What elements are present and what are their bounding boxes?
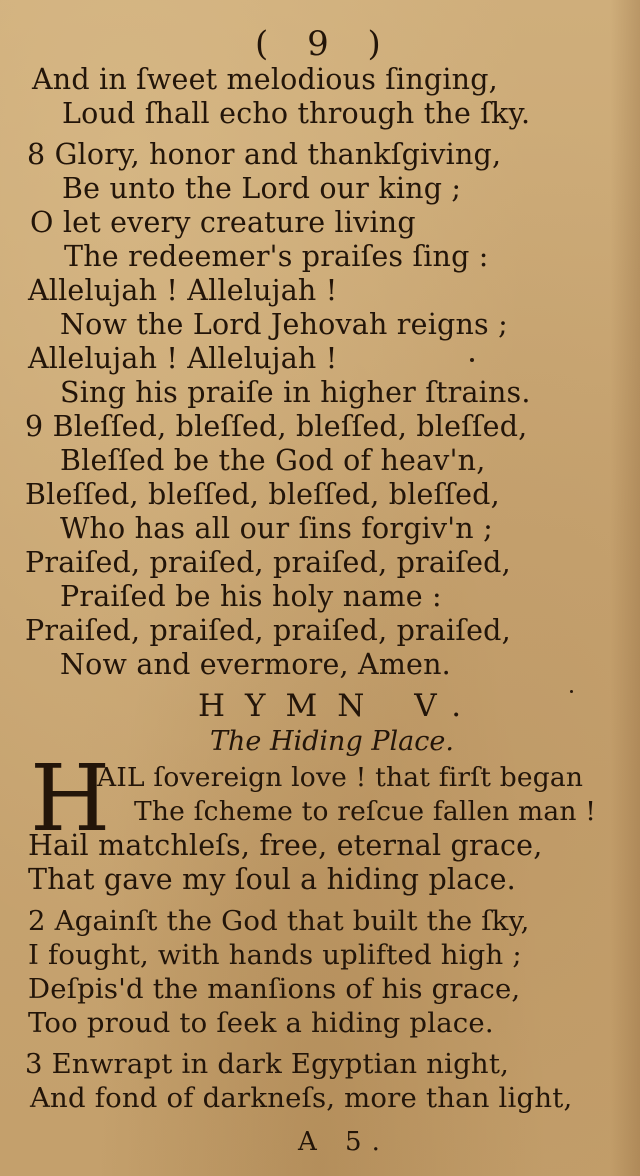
verse-line: 8 Glory, honor and thankſgiving, — [27, 138, 502, 171]
verse-line: And in ſweet melodious ſinging, — [32, 63, 498, 96]
verse-line: 3 Enwrapt in dark Egyptian night, — [25, 1048, 510, 1080]
verse-line: Allelujah ! Allelujah ! — [28, 274, 338, 307]
hymn-subtitle: The Hiding Place. — [210, 726, 454, 757]
verse-line: The ſcheme to reſcue fallen man ! — [134, 796, 597, 827]
verse-line: And fond of darkneſs, more than light, — [30, 1082, 573, 1114]
verse-line: Hail matchleſs, free, eternal grace, — [28, 829, 543, 862]
verse-line: 2 Againſt the God that built the ſky, — [28, 905, 530, 937]
verse-line: Too proud to ſeek a hiding place. — [28, 1007, 494, 1039]
verse-line: Who has all our ſins forgiv'n ; — [60, 512, 493, 545]
verse-line: Now and evermore, Amen. — [60, 648, 451, 681]
hymn-title: HYMN V. — [198, 688, 482, 724]
verse-line: Praiſed, praiſed, praiſed, praiſed, — [25, 546, 511, 579]
drop-cap: H — [30, 745, 111, 852]
verse-line: Sing his praiſe in higher ſtrains. — [60, 376, 531, 409]
verse-line: Deſpis'd the manſions of his grace, — [28, 973, 521, 1005]
verse-line: Bleſſed, bleſſed, bleſſed, bleſſed, — [25, 478, 500, 511]
verse-line: Praiſed, praiſed, praiſed, praiſed, — [25, 614, 511, 647]
verse-line: O let every creature living — [30, 206, 416, 239]
verse-line: AIL ſovereign love ! that firſt began — [97, 762, 584, 793]
verse-line: Loud ſhall echo through the ſky. — [62, 97, 531, 130]
verse-line: Praiſed be his holy name : — [60, 580, 442, 613]
signature-mark: A 5. — [298, 1127, 390, 1157]
verse-line: I fought, with hands uplifted high ; — [28, 939, 522, 971]
verse-line: That gave my ſoul a hiding place. — [28, 863, 516, 896]
verse-line: Bleſſed be the God of heav'n, — [60, 444, 486, 477]
verse-line: Now the Lord Jehovah reigns ; — [60, 308, 508, 341]
verse-line: 9 Bleſſed, bleſſed, bleſſed, bleſſed, — [25, 410, 528, 443]
verse-line: The redeemer's praiſes ſing : — [64, 240, 489, 273]
ink-speck — [570, 690, 573, 693]
verse-line: Be unto the Lord our king ; — [62, 172, 462, 205]
ink-speck — [470, 358, 474, 362]
page-number: ( 9 ) — [255, 24, 395, 64]
verse-line: Allelujah ! Allelujah ! — [28, 342, 338, 375]
